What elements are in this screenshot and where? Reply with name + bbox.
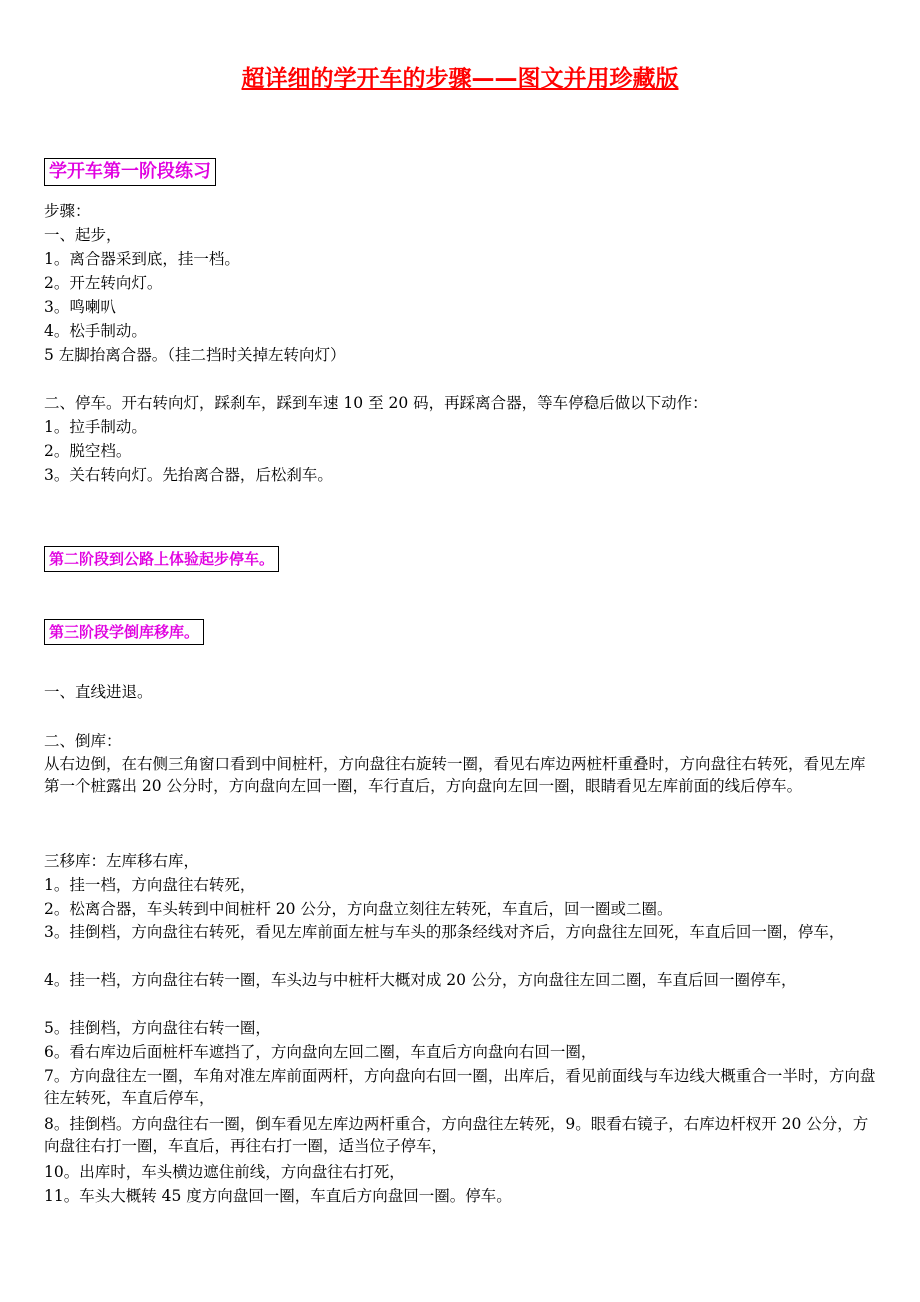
stop-item: 1。拉手制动。 <box>44 418 147 436</box>
move-item: 4。挂一档，方向盘往右转一圈，车头边与中桩杆大概对成 20 公分，方向盘往左回二圈，车直后回一圈停车， <box>44 971 797 989</box>
move-item: 1。挂一档，方向盘往右转死， <box>44 876 256 894</box>
move-item: 8。挂倒档。方向盘往右一圈，倒车看见左库边两杆重合，方向盘往左转死，9。眼看右镜子，右库边杆杈开 20 公分，方向盘往右打一圈，车直后，再往右打一圈，适当位子停车， <box>44 1115 869 1155</box>
start-item: 1。离合器采到底，挂一档。 <box>44 250 240 268</box>
stop-item: 3。关右转向灯。先抬离合器，后松刹车。 <box>44 466 333 484</box>
move-item: 10。出库时，车头横边遮住前线，方向盘往右打死， <box>44 1163 405 1181</box>
stage2-heading: 第二阶段到公路上体验起步停车。 <box>44 546 279 572</box>
move-title: 三移库：左库移右库， <box>44 852 200 870</box>
move-item: 5。挂倒档，方向盘往右转一圈， <box>44 1019 271 1037</box>
start-title: 一、起步， <box>44 226 122 244</box>
move-item: 7。方向盘往左一圈，车角对准左库前面两杆，方向盘向右回一圈，出库后，看见前面线与车边线大概重合一半时，方向盘往左转死，车直后停车， <box>44 1067 876 1107</box>
start-item: 2。开左转向灯。 <box>44 274 163 292</box>
reverse-text: 从右边倒，在右侧三角窗口看到中间桩杆，方向盘往右旋转一圈，看见右库边两桩杆重叠时，方向盘往右转死，看见左库第一个桩露出 20 公分时，方向盘向左回一圈，车行直后，方向盘向左回一圈，眼睛看见左库前面的线后停车。 <box>44 755 866 795</box>
move-item: 2。松离合器，车头转到中间桩杆 20 公分，方向盘立刻往左转死，车直后，回一圈或二圈。 <box>44 900 673 918</box>
document-title: 超详细的学开车的步骤——图文并用珍藏版 <box>241 66 679 92</box>
start-item: 4。松手制动。 <box>44 322 147 340</box>
stage3-heading: 第三阶段学倒库移库。 <box>44 619 204 645</box>
steps-label: 步骤： <box>44 202 91 220</box>
stage1-heading: 学开车第一阶段练习 <box>44 158 216 186</box>
straight-line-section: 一、直线进退。 <box>44 683 153 701</box>
move-item: 6。看右库边后面桩杆车遮挡了，方向盘向左回二圈，车直后方向盘向右回一圈， <box>44 1043 597 1061</box>
start-item: 3。鸣喇叭 <box>44 298 116 316</box>
move-item: 3。挂倒档，方向盘往右转死，看见左库前面左桩与车头的那条经线对齐后，方向盘往左回死，车直后回一圈，停车， <box>44 923 845 941</box>
stop-title: 二、停车。开右转向灯，踩刹车，踩到车速 10 至 20 码，再踩离合器，等车停稳后做以下动作： <box>44 394 708 412</box>
reverse-title: 二、倒库： <box>44 732 122 750</box>
start-item: 5 左脚抬离合器。（挂二挡时关掉左转向灯） <box>44 346 346 364</box>
stop-item: 2。脱空档。 <box>44 442 132 460</box>
move-item: 11。车头大概转 45 度方向盘回一圈，车直后方向盘回一圈。停车。 <box>44 1187 512 1205</box>
